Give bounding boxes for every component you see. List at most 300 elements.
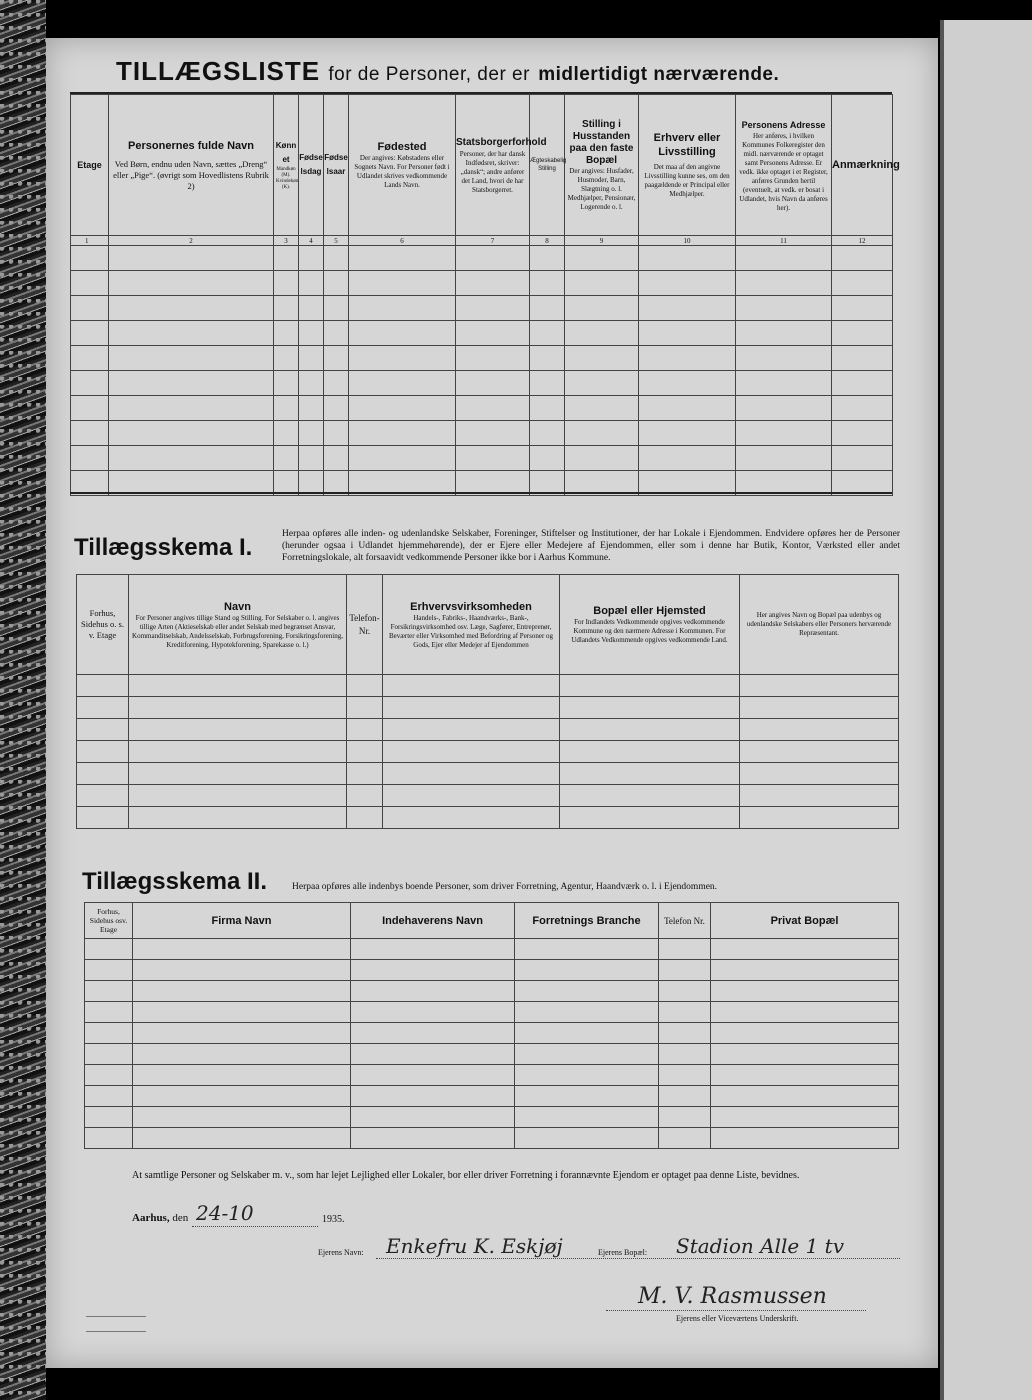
table-row (71, 271, 893, 296)
table-row (77, 807, 899, 829)
empty-cell (85, 1107, 133, 1128)
empty-cell (659, 1107, 711, 1128)
table-row (77, 741, 899, 763)
table-row (85, 1086, 899, 1107)
empty-cell (129, 807, 347, 829)
empty-cell (77, 807, 129, 829)
empty-cell (129, 785, 347, 807)
form-page (46, 38, 938, 1368)
empty-cell (560, 763, 740, 785)
table-row (85, 1107, 899, 1128)
declaration-text: At samtlige Personer og Selskaber m. v., som har lejet Lejlighed eller Lokaler, bor eller driver Forretning i forannævnte Ejendom er optaget paa denne Liste, bevidnes. (132, 1170, 800, 1181)
table-row (71, 296, 893, 321)
empty-cell (349, 421, 456, 446)
empty-cell (347, 697, 383, 719)
empty-cell (129, 697, 347, 719)
empty-cell (274, 271, 299, 296)
place-label: Aarhus, (132, 1212, 170, 1224)
empty-cell (659, 1023, 711, 1044)
skema1-table (76, 574, 899, 829)
empty-cell (456, 296, 530, 321)
printer-mark (86, 1316, 146, 1332)
colnum-1: 1 (71, 236, 109, 246)
empty-cell (71, 396, 109, 421)
empty-cell (324, 446, 349, 471)
empty-cell (324, 271, 349, 296)
empty-cell (71, 296, 109, 321)
empty-cell (711, 1107, 899, 1128)
colnum-4: 4 (299, 236, 324, 246)
empty-cell (351, 1002, 515, 1023)
empty-cell (711, 1128, 899, 1149)
skema1-title: Tillægsskema I. (74, 534, 253, 561)
empty-cell (565, 296, 639, 321)
empty-cell (740, 785, 899, 807)
empty-cell (383, 763, 560, 785)
empty-cell (740, 807, 899, 829)
table-row (71, 371, 893, 396)
empty-cell (133, 1086, 351, 1107)
empty-cell (71, 346, 109, 371)
signature: M. V. Rasmussen (638, 1284, 827, 1309)
adjacent-page (940, 20, 1032, 1400)
date-value: 24-10 (196, 1201, 254, 1225)
empty-cell (71, 446, 109, 471)
empty-cell (740, 675, 899, 697)
empty-cell (274, 396, 299, 421)
s2-col-indehaver: Indehaverens Navn (351, 903, 515, 939)
colnum-9: 9 (565, 236, 639, 246)
empty-cell (711, 1044, 899, 1065)
empty-cell (351, 1086, 515, 1107)
s2-col-bopael: Privat Bopæl (711, 903, 899, 939)
empty-cell (530, 321, 565, 346)
empty-cell (383, 675, 560, 697)
empty-cell (565, 446, 639, 471)
table-row (77, 763, 899, 785)
s2-col-branche: Forretnings Branche (515, 903, 659, 939)
list-title (116, 56, 779, 87)
empty-cell (274, 346, 299, 371)
empty-cell (274, 371, 299, 396)
empty-cell (351, 1023, 515, 1044)
empty-cell (456, 346, 530, 371)
s2-col-firma: Firma Navn (133, 903, 351, 939)
empty-cell (639, 421, 736, 446)
empty-cell (736, 296, 832, 321)
empty-cell (133, 1023, 351, 1044)
marbled-binding (0, 0, 46, 1400)
empty-cell (349, 371, 456, 396)
empty-cell (736, 371, 832, 396)
empty-cell (639, 371, 736, 396)
colnum-11: 11 (736, 236, 832, 246)
empty-cell (456, 271, 530, 296)
s1-col-bopael: Bopæl eller Hjemsted For Indlandets Vedkommende opgives vedkommende Kommune og den nærmere Adresse i Kommunen. For Udlandets Vedkommende opgives vedkommende Land. (560, 575, 740, 675)
empty-cell (832, 421, 893, 446)
empty-cell (530, 346, 565, 371)
owner-address-label: Ejerens Bopæl: (598, 1248, 648, 1257)
empty-cell (832, 271, 893, 296)
colnum-12: 12 (832, 236, 893, 246)
empty-cell (133, 1044, 351, 1065)
empty-cell (456, 321, 530, 346)
skema2-table (84, 902, 899, 1149)
empty-cell (299, 246, 324, 271)
table-row (71, 396, 893, 421)
empty-cell (530, 446, 565, 471)
empty-cell (349, 346, 456, 371)
s1-col-etage: Forhus, Sidehus o. s. v. Etage (77, 575, 129, 675)
empty-cell (349, 246, 456, 271)
empty-cell (109, 296, 274, 321)
empty-cell (85, 939, 133, 960)
empty-cell (129, 675, 347, 697)
empty-cell (740, 741, 899, 763)
owner-name-value: Enkefru K. Eskjøj (386, 1234, 563, 1258)
empty-cell (349, 271, 456, 296)
empty-cell (133, 1107, 351, 1128)
empty-cell (324, 371, 349, 396)
title-main: TILLÆGSLISTE (116, 56, 321, 86)
empty-cell (740, 763, 899, 785)
empty-cell (351, 1065, 515, 1086)
s1-col-telefon: Telefon-Nr. (347, 575, 383, 675)
empty-cell (711, 960, 899, 981)
empty-cell (351, 939, 515, 960)
empty-cell (515, 939, 659, 960)
colnum-7: 7 (456, 236, 530, 246)
table-row (77, 675, 899, 697)
empty-cell (85, 1002, 133, 1023)
empty-cell (383, 807, 560, 829)
empty-cell (77, 719, 129, 741)
empty-cell (274, 246, 299, 271)
empty-cell (299, 296, 324, 321)
empty-cell (133, 981, 351, 1002)
colnum-8: 8 (530, 236, 565, 246)
empty-cell (711, 981, 899, 1002)
table-row (77, 697, 899, 719)
empty-cell (351, 1128, 515, 1149)
col-anmaerkning: Anmærkning (832, 95, 893, 236)
empty-cell (109, 396, 274, 421)
empty-cell (71, 321, 109, 346)
empty-cell (299, 271, 324, 296)
empty-cell (659, 981, 711, 1002)
empty-cell (351, 981, 515, 1002)
skema1-intro: Herpaa opføres alle inden- og udenlandske Selskaber, Foreninger, Stiftelser og Institutioner, der har Lokale i Ejendommen. Endvidere opføres her de Personer (herunder ogsaa i Udlandet hjemmehørende), der er Ejere eller Medejere af Ejendommen, eller som i denne har Butik, Kontor, Værksted eller andet Forretningslokale, alt forsaavidt vedkommende Personer ikke bor i Aarhus Kommune. (282, 529, 900, 563)
empty-cell (530, 396, 565, 421)
empty-cell (299, 321, 324, 346)
table-row (71, 321, 893, 346)
col-husstand: Stilling i Husstanden paa den faste Bopæl Der angives: Husfader, Husmoder, Barn, Slægtning o. l. Medhjælper, Pensionær, Logerende o. l. (565, 95, 639, 236)
empty-cell (383, 741, 560, 763)
empty-cell (349, 321, 456, 346)
empty-cell (560, 785, 740, 807)
empty-cell (85, 1065, 133, 1086)
s1-col-erhverv: Erhvervsvirksomheden Handels-, Fabriks-, Haandværks-, Bank-, Forsikringsvirksomhed osv. Læge, Sagfører, Entreprenør, Beværter eller Virksomhed med Befordring af Personer og Gods, Ejer eller Medejer af Ejendommen (383, 575, 560, 675)
empty-cell (324, 396, 349, 421)
empty-cell (832, 321, 893, 346)
empty-cell (349, 296, 456, 321)
empty-cell (560, 697, 740, 719)
empty-cell (832, 346, 893, 371)
empty-cell (639, 321, 736, 346)
empty-cell (832, 296, 893, 321)
empty-cell (565, 271, 639, 296)
empty-cell (109, 421, 274, 446)
empty-cell (515, 1044, 659, 1065)
empty-cell (274, 421, 299, 446)
empty-cell (109, 446, 274, 471)
empty-cell (659, 1002, 711, 1023)
owner-address-value: Stadion Alle 1 tv (676, 1234, 844, 1258)
title-rest: for de Personer, der er (328, 64, 530, 85)
empty-cell (560, 719, 740, 741)
empty-cell (324, 346, 349, 371)
den-label: den (172, 1212, 189, 1224)
empty-cell (515, 1065, 659, 1086)
table-row (85, 1002, 899, 1023)
list-bottom-rule (70, 492, 892, 494)
empty-cell (740, 697, 899, 719)
empty-cell (456, 446, 530, 471)
empty-cell (349, 446, 456, 471)
empty-cell (383, 719, 560, 741)
table-row (85, 1128, 899, 1149)
empty-cell (659, 960, 711, 981)
empty-cell (347, 807, 383, 829)
empty-cell (383, 697, 560, 719)
empty-cell (129, 741, 347, 763)
signature-underline (606, 1310, 866, 1311)
table-row (71, 421, 893, 446)
empty-cell (133, 1128, 351, 1149)
empty-cell (71, 271, 109, 296)
col-etage: Etage (71, 95, 109, 236)
empty-cell (109, 271, 274, 296)
empty-cell (639, 446, 736, 471)
empty-cell (71, 371, 109, 396)
skema2-body (85, 939, 899, 1149)
date-line (132, 1212, 188, 1224)
empty-cell (639, 396, 736, 421)
empty-cell (560, 675, 740, 697)
empty-cell (560, 741, 740, 763)
empty-cell (109, 321, 274, 346)
empty-cell (383, 785, 560, 807)
table-row (71, 346, 893, 371)
empty-cell (324, 321, 349, 346)
empty-cell (347, 741, 383, 763)
empty-cell (456, 371, 530, 396)
empty-cell (659, 1086, 711, 1107)
empty-cell (736, 271, 832, 296)
empty-cell (109, 246, 274, 271)
s1-col-repraesentant: Her angives Navn og Bopæl paa udenbys og udenlandske Selskabers eller Personers herværende Repræsentant. (740, 575, 899, 675)
empty-cell (109, 371, 274, 396)
col-aegteskab: Ægteskabelig Stilling (530, 95, 565, 236)
empty-cell (736, 321, 832, 346)
empty-cell (659, 1044, 711, 1065)
empty-cell (351, 1044, 515, 1065)
col-koen: Kønnet Mandkøn (M). Kvindekøn (K). (274, 95, 299, 236)
empty-cell (133, 939, 351, 960)
table-row (77, 785, 899, 807)
empty-cell (736, 346, 832, 371)
table-row (71, 446, 893, 471)
signature-caption: Ejerens eller Viceværtens Underskrift. (676, 1314, 799, 1323)
empty-cell (832, 371, 893, 396)
empty-cell (349, 396, 456, 421)
col-foedselsdag: Fødselsdag (299, 95, 324, 236)
empty-cell (711, 1023, 899, 1044)
table-row (77, 719, 899, 741)
colnum-10: 10 (639, 236, 736, 246)
empty-cell (832, 246, 893, 271)
empty-cell (659, 1128, 711, 1149)
colnum-2: 2 (109, 236, 274, 246)
empty-cell (711, 1065, 899, 1086)
owner-underline (376, 1258, 900, 1259)
empty-cell (351, 960, 515, 981)
empty-cell (299, 396, 324, 421)
col-foedselsaar: Fødselsaar (324, 95, 349, 236)
col-navn: Personernes fulde Navn Ved Børn, endnu uden Navn, sættes „Dreng“ eller „Pige“. (øvrigt som Hovedlistens Rubrik 2) (109, 95, 274, 236)
colnum-5: 5 (324, 236, 349, 246)
date-underline (192, 1226, 318, 1227)
empty-cell (530, 371, 565, 396)
empty-cell (515, 1002, 659, 1023)
empty-cell (565, 396, 639, 421)
col-erhverv: Erhverv eller Livsstilling Det maa af den angivne Livsstilling kunne ses, om den paagældende er Principal eller Medhjælper. (639, 95, 736, 236)
empty-cell (515, 1023, 659, 1044)
empty-cell (639, 246, 736, 271)
empty-cell (530, 421, 565, 446)
empty-cell (347, 719, 383, 741)
empty-cell (565, 346, 639, 371)
empty-cell (565, 321, 639, 346)
empty-cell (639, 271, 736, 296)
table-row (85, 1065, 899, 1086)
empty-cell (85, 960, 133, 981)
empty-cell (711, 1086, 899, 1107)
table-row (85, 1044, 899, 1065)
empty-cell (71, 246, 109, 271)
empty-cell (456, 246, 530, 271)
empty-cell (324, 296, 349, 321)
table-row (85, 960, 899, 981)
empty-cell (639, 346, 736, 371)
empty-cell (324, 246, 349, 271)
empty-cell (740, 719, 899, 741)
colnum-6: 6 (349, 236, 456, 246)
empty-cell (274, 321, 299, 346)
empty-cell (299, 346, 324, 371)
empty-cell (71, 421, 109, 446)
title-bold: midlertidigt nærværende. (538, 64, 780, 85)
owner-name-label: Ejerens Navn: (318, 1248, 364, 1257)
colnum-3: 3 (274, 236, 299, 246)
table-row (85, 981, 899, 1002)
empty-cell (299, 371, 324, 396)
empty-cell (711, 939, 899, 960)
empty-cell (659, 939, 711, 960)
empty-cell (133, 1065, 351, 1086)
empty-cell (530, 296, 565, 321)
empty-cell (77, 675, 129, 697)
empty-cell (129, 719, 347, 741)
empty-cell (347, 763, 383, 785)
empty-cell (85, 981, 133, 1002)
empty-cell (736, 246, 832, 271)
empty-cell (85, 1086, 133, 1107)
skema1-body (77, 675, 899, 829)
empty-cell (85, 1023, 133, 1044)
empty-cell (77, 741, 129, 763)
empty-cell (299, 446, 324, 471)
empty-cell (530, 271, 565, 296)
empty-cell (77, 785, 129, 807)
empty-cell (133, 960, 351, 981)
list-table (70, 94, 900, 496)
empty-cell (565, 421, 639, 446)
skema2-intro: Herpaa opføres alle indenbys boende Personer, som driver Forretning, Agentur, Haandværk o. l. i Ejendommen. (292, 882, 718, 892)
empty-cell (274, 296, 299, 321)
table-row (85, 939, 899, 960)
list-body (71, 246, 893, 496)
col-adresse: Personens Adresse Her anføres, i hvilken Kommunes Folkeregister den midl. nærværende er optaget samt Personens Adresse. Er vedk. ikke optaget i et Register, anføres Grunden hertil (eventuelt, at vedk. er bosat i Udlandet, hvis Navn da anføres her). (736, 95, 832, 236)
empty-cell (85, 1044, 133, 1065)
skema2-title: Tillægsskema II. (82, 868, 267, 895)
empty-cell (832, 446, 893, 471)
empty-cell (515, 981, 659, 1002)
empty-cell (530, 246, 565, 271)
empty-cell (456, 421, 530, 446)
table-row (85, 1023, 899, 1044)
empty-cell (456, 396, 530, 421)
empty-cell (711, 1002, 899, 1023)
empty-cell (560, 807, 740, 829)
empty-cell (299, 421, 324, 446)
empty-cell (324, 421, 349, 446)
empty-cell (565, 371, 639, 396)
s1-col-navn: Navn For Personer angives tillige Stand og Stilling. For Selskaber o. l. angives tillige Arten (Aktieselskab eller andet Selskab med begrænset Ansvar, Kommanditselskab, Andelsselskab, Forbrugsforening, Forsikringsforening, Kreditforening, Hypotekforening, Sparekasse o. l.) (129, 575, 347, 675)
empty-cell (565, 246, 639, 271)
empty-cell (736, 421, 832, 446)
s2-col-telefon: Telefon Nr. (659, 903, 711, 939)
empty-cell (85, 1128, 133, 1149)
empty-cell (832, 396, 893, 421)
s2-col-etage: Forhus, Sidehus osv. Etage (85, 903, 133, 939)
empty-cell (274, 446, 299, 471)
empty-cell (515, 1128, 659, 1149)
col-foedested: Fødested Der angives: Købstadens eller Sognets Navn. For Personer født i Udlandet skrives vedkommende Lands Navn. (349, 95, 456, 236)
empty-cell (351, 1107, 515, 1128)
empty-cell (515, 960, 659, 981)
empty-cell (515, 1107, 659, 1128)
empty-cell (659, 1065, 711, 1086)
empty-cell (77, 697, 129, 719)
empty-cell (639, 296, 736, 321)
empty-cell (347, 675, 383, 697)
empty-cell (109, 346, 274, 371)
empty-cell (129, 763, 347, 785)
year-label: 1935. (322, 1214, 345, 1225)
table-row (71, 246, 893, 271)
empty-cell (77, 763, 129, 785)
